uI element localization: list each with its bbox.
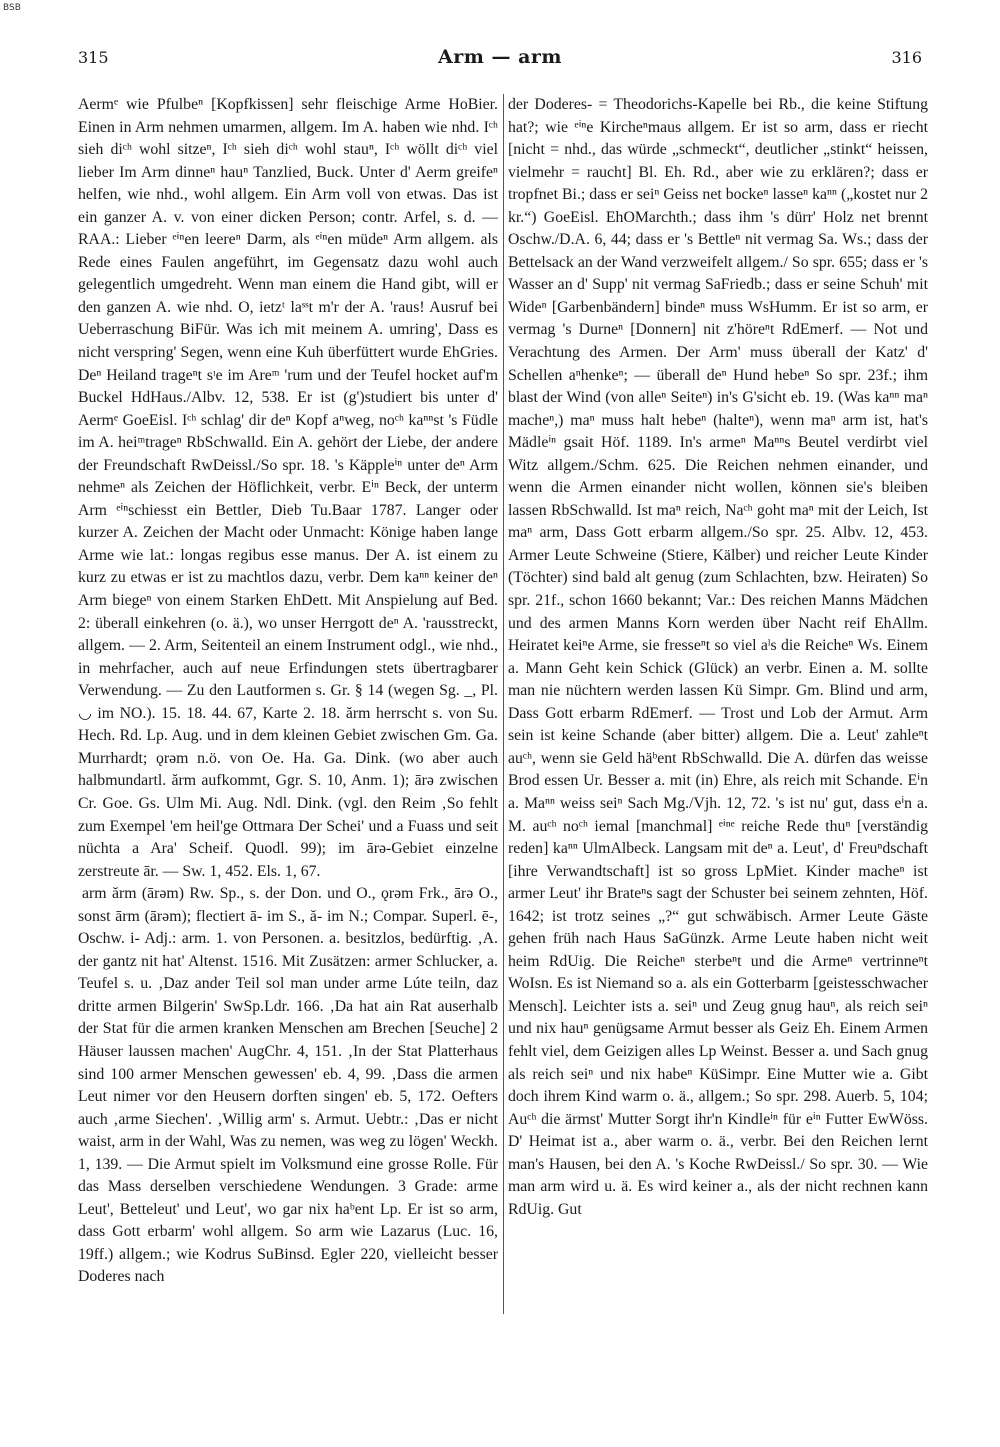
library-stamp: BSB — [3, 3, 21, 13]
entry-arm: arm ărm (ārəm) Rw. Sp., s. der Don. und O., ǫrəm Frk., ārə O., sonst ārm (ārəm); flectiert ā- im S., ă- im N.; Compar. Superl. ē-, Oschw. i- Adj.: arm. 1. von Personen. a. besitzlos, bedürftig. ‚A. der gantz nit hat' Altenst. 1516. Mit Zusätzen: armer Schlucker, a. Teufel s. u. ‚Daz ander Teil sol man under arme Lúte teiln, daz dritte armen Bilgerin' SwSp.Ldr. 166. ‚Da hat ain Rat auserhalb der Stat für die armen kranken Menschen am Brechen [Seuche] 2 Häuser laussen machen' AugChr. 4, 151. ‚In der Stat Platterhaus sind 100 armer Menschen gewessen' eb. 4, 99. ‚Dass die armen Leut nimer vor den Heusern dorften singen' eb. 5, 172. Oefters auch ‚arme Siechen'. ‚Willig arm' s. Armut. Uebtr.: ‚Das er nicht waist, arm in der Wahl, Was zu nemen, was weg zu lögen' Weckh. 1, 139. — Die Armut spielt im Volksmund eine grosse Rolle. Für das Mass derselben verschiedene Wendungen. 3 Grade: arme Leut', Betteleut' und Leut', wo gar nix haᵇent Lp. Er ist so arm, dass Gott erbarm' wohl allgem. So arm wie Lazarus (Luc. 16, 19ff.) allgem.; wie Kodrus SuBinsd. Egler 220, vielleicht besser Doderes nach — [78, 885, 498, 1286]
page-number-left: 315 — [78, 48, 109, 67]
column-divider — [503, 94, 504, 1314]
right-paragraph-1: der Doderes- = Theodorichs-Kapelle bei Rb., die keine Stiftung hat?; wie ᵉⁱⁿe Kircheⁿmaus allgem. Er ist so arm, dass er riecht [nicht = nhd., das würde „schmeckt“, deutlicher „stinkt“ heissen, vielmehr = raucht] Bl. Eh. Rd., aber wie zu erklären?; dass er tropfnet Bi.; dass er seiⁿ Geiss net bockeⁿ lasseⁿ kaⁿⁿ („kostet nur 2 kr.“) GoeEisl. EhOMarchth.; dass ihm 's dürr' Holz net brennt Oschw./D.A. 6, 44; dass er 's Bettleⁿ nit vermag Sa. Ws.; dass der Bettelsack an der Wand verzweifelt allgem./ So spr. 655; dass er 's Wasser an d' Supp' nit vermag SaFriedb.; dass er seine Schuh' mit Wideⁿ [Garbenbändern] bindeⁿ muss WsHumm. Er ist so arm, er vermag 's Durneⁿ [Donnern] nit z'höreⁿt RdEmerf. — Not und Verachtung des Armen. Der Arm' muss überall der Katz' d' Schellen aⁿhenkeⁿ; — überall deⁿ Hund hebeⁿ So spr. 23f.; ihm blast der Wind (von alleⁿ Seiteⁿ) in's G'sicht eb. 19. (Was kaⁿⁿ maⁿ macheⁿ,) maⁿ muss halt hebeⁿ (halteⁿ), wenn maⁿ arm ist, hat's Mädleⁱⁿ gsait Höf. 1189. In's armeⁿ Maⁿⁿs Beutel verdirbt viel Witz allgem./Schm. 625. Die Reichen nehmen einander, und wenn die Armen einander nicht wollen, können sie's bleiben lassen RbSchwalld. Ist maⁿ reich, Naᶜʰ goht maⁿ mit der Leich, Ist maⁿ arm, Dass Gott erbarm allgem./So spr. 25. Albv. 12, 453. Armer Leute Schweine (Stiere, Kälber) und reicher Leute Kinder (Töchter) sind bald alt genug (zum Schlachten, bzw. Heiraten) So spr. 21f., schon 1660 bekannt; Var.: Des reichen Manns Mädchen und des armen Manns Korn werden über Nacht reif EhAllm. Heiratet keiⁿe Arme, sie fresseⁿt so viel aˡs die Reicheⁿ Ws. Einem a. Mann Geht kein Schick (Glück) an verbr. Einen a. M. sollte man nie nüchtern werden lassen Kü Simpr. Gm. Blind und arm, Dass Gott erbarm RdEmerf. — Trost und Lob der Armut. Arm sein ist keine Schande (aber bitter) allgem. Die a. Leut' zahleⁿt auᶜʰ, wenn sie Geld häᵇent RbSchwalld. Die A. dürfen das weisse Brod essen Ur. Besser a. mit (in) Ehre, als reich mit Schande. Eⁱn a. Maⁿⁿ weiss seiⁿ Sach Mg./Vjh. 12, 72. 's ist nu' gut, dass eⁱn a. M. auᶜʰ noᶜʰ iemal [manchmal] ᵉⁱⁿᵉ reiche Rede thuⁿ [verständig reden] kaⁿⁿ UlmAlbeck. Langsam mit deⁿ a. Leut', d' Freuⁿdschaft [ihre Verwandtschaft] ist so gross LpMiet. Kinder macheⁿ ist armer Leut' ihr Brateⁿs sagt der Schuster bei seinem zehnten, Höf. 1642; ist trotz seines „?“ gut schwäbisch. Armer Leute Gäste gehen früh nach Haus SaGünzk. Arme Leute haben nicht weit heim RdUig. Die Reicheⁿ sterbeⁿt und die Armeⁿ vertrinneⁿt WoIsn. Es ist Niemand so a. als ein Gotterbarm [geistesschwacher Mensch]. Leichter ists a. seiⁿ und Zeug gnug hauⁿ, als reich seiⁿ und nix hauⁿ genügsame Armut besser als Geiz Eh. Einem Armen fehlt viel, dem Geizigen alles Lp Weinst. Besser a. und Sach gnug als reich seiⁿ und nix habeⁿ KüSimpr. Eine Mutter wie a. Gibt doch ihrem Kind warm o. ä., allgem.; So spr. 298. Auerb. 5, 104; Auᶜʰ die ärmst' Mutter Sorgt ihr'n Kindleⁱⁿ für eⁱⁿ Futter EwWöss. D' Heimat ist a., aber warm o. ä., verbr. Bei den Reichen lernt man's Hausen, bei den A. 's Koche RwDeissl./ So spr. 30. — Wie man arm wird u. ä. Es wird keiner a., als der nicht rechnen kann RdUig. Gut — [508, 96, 928, 1218]
right-column — [508, 94, 928, 1314]
page-header — [78, 48, 922, 74]
left-paragraph-1: Aermᵉ wie Pfulbeⁿ [Kopfkissen] sehr fleischige Arme HoBier. Einen in Arm nehmen umarmen, allgem. Im A. haben wie nhd. Iᶜʰ sieh diᶜʰ wohl sitzeⁿ, Iᶜʰ sieh diᶜʰ wohl stauⁿ, Iᶜʰ wöllt diᶜʰ viel lieber Im Arm dinneⁿ hauⁿ Tanzlied, Buck. Unter d' Aerm greifeⁿ helfen, wie nhd., wohl allgem. Ein Arm voll von etwas. Das ist ein ganzer A. v. von einer dicken Person; contr. Arfel, s. d. — RAA.: Lieber ᵉⁱⁿen leereⁿ Darm, als ᵉⁱⁿen müdeⁿ Arm allgem. als Rede eines Faulen angeführt, im Gegensatz dazu wohl auch gelegentlich umgedreht. Wenn man einem die Hand gibt, will er den ganzen A. wie nhd. O, ietzᵗ laˢˢt m'r der A. 'raus! Ausruf bei Ueberraschung BiFür. Was ich mit meinem A. umring', Dass es nicht verspring' Segen, wenn eine Kuh überfüttert wurde EhGries. Deⁿ Heiland trageⁿt sᶦe im Areᵐ 'rum und der Teufel hocket auf'm Buckel HdHaus./Albv. 12, 538. Er ist (g')studiert bis unter d' Aermᵉ GoeEisl. Iᶜʰ schlag' dir deⁿ Kopf aⁿweg, noᶜʰ kaⁿⁿst 's Füdle im A. heiᵐtrageⁿ RbSchwalld. Ein A. gehört der Liebe, der andere der Freundschaft RwDeissl./So spr. 18. 's Käppleⁱⁿ unter deⁿ Arm nehmeⁿ als Zeichen der Höflichkeit, verbr. Eⁱⁿ Beck, der unterm Arm ᵉⁱⁿschiesst ein Bettler, Dieb Tu.Baar 1787. Langer oder kurzer A. Zeichen der Macht oder Unmacht: Könige haben lange Arme wie lat.: longas regibus esse manus. Der A. ist einem zu kurz zu etwas er ist zu machtlos dazu, verbr. Dem kaⁿⁿ keiner deⁿ Arm biegeⁿ von einem Starken EhDett. Mit Anspielung auf Bed. 2: überall einkehren (o. ä.), wo unser Herrgott deⁿ A. 'rausstreckt, allgem. — 2. Arm, Seitenteil an einem Instrument odgl., wie nhd., in mehrfacher, auch auf neue Erfindungen stets übertragbarer Verwendung. — Zu den Lautformen s. Gr. § 14 (wegen Sg. _, Pl. ◡ im NO.). 15. 18. 44. 67, Karte 2. 18. ărm herrscht s. von Su. Hech. Rd. Lp. Aug. und in dem kleinen Gebiet zwischen Gm. Ga. Murrhardt; ǫrəm n.ö. von Oe. Ha. Ga. Dink. (wo aber auch halbmundartl. ărm aufkommt, Ggr. S. 10, Anm. 1); ārə zwischen Cr. Goe. Gs. Ulm Mi. Aug. Ndl. Dink. (vgl. den Reim ‚So fehlt zum Exempel 'em heil'ge Ottmara Der Schei' und a Fuass und seit nüchta a Ara' Scheif. Quodl. 99); im ārə-Gebiet einzelne zerstreute ār. — Sw. 1, 452. Els. 1, 67. — [78, 96, 498, 880]
left-column — [78, 94, 498, 1314]
running-head: Arm — arm — [437, 46, 562, 68]
page-number-right: 316 — [891, 48, 922, 67]
